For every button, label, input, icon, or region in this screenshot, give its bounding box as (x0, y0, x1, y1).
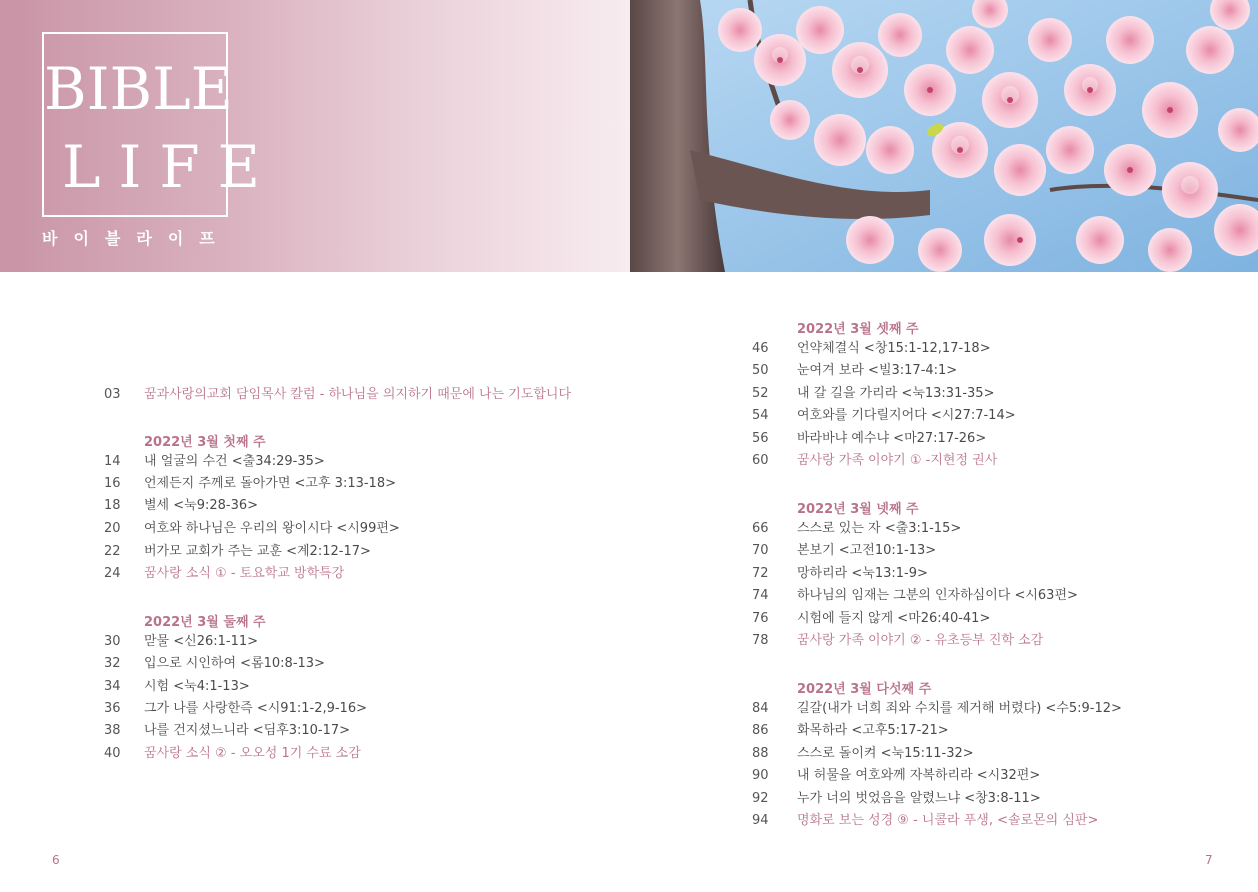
entry-title: 시험에 들지 않게 <마26:40-41> (797, 611, 991, 626)
entry-title: 화목하라 <고후5:17-21> (797, 723, 949, 738)
entry-title: 꿈사랑 가족 이야기 ① -지현정 권사 (797, 453, 998, 468)
entry-title: 맏물 <신26:1-11> (144, 634, 259, 649)
page-number: 24 (104, 566, 121, 581)
page-number: 32 (104, 656, 121, 671)
entry-title: 길갈(내가 너희 죄와 수치를 제거해 버렸다) <수5:9-12> (797, 701, 1122, 716)
page-number: 90 (752, 768, 769, 783)
page-number: 76 (752, 611, 769, 626)
page-number: 30 (104, 634, 121, 649)
entry-title: 여호와를 기다릴지어다 <시27:7-14> (797, 408, 1016, 423)
entry-title: 여호와 하나님은 우리의 왕이시다 <시99편> (144, 521, 400, 536)
entry-title: 꿈사랑 소식 ① - 토요학교 방학특강 (144, 566, 345, 581)
entry-title: 바라바냐 예수냐 <마27:17-26> (797, 431, 987, 446)
entry-title: 내 얼굴의 수건 <출34:29-35> (144, 454, 325, 469)
page-number: 36 (104, 701, 121, 716)
page-number: 40 (104, 746, 121, 761)
entry-title: 눈여겨 보라 <빌3:17-4:1> (797, 363, 958, 378)
page-number: 18 (104, 498, 121, 513)
page-number: 60 (752, 453, 769, 468)
page-number: 66 (752, 521, 769, 536)
page-number: 38 (104, 723, 121, 738)
page-number: 20 (104, 521, 121, 536)
section-heading-week3: 2022년 3월 셋째 주 (797, 322, 919, 337)
entry-title: 명화로 보는 성경 ⑨ - 니콜라 푸생, <솔로몬의 심판> (797, 813, 1099, 828)
entry-title: 내 갈 길을 가리라 <눅13:31-35> (797, 386, 995, 401)
entry-title: 내 허물을 여호와께 자복하리라 <시32편> (797, 768, 1041, 783)
page-number: 46 (752, 341, 769, 356)
page-number: 56 (752, 431, 769, 446)
section-heading-week4: 2022년 3월 넷째 주 (797, 502, 919, 517)
toc-left-column (104, 0, 624, 892)
section-heading-week5: 2022년 3월 다섯째 주 (797, 682, 932, 697)
logo-line-bible: BIBLE (44, 55, 234, 123)
entry-title: 하나님의 임재는 그분의 인자하심이다 <시63편> (797, 588, 1078, 603)
logo-line-life: LIFE (62, 133, 279, 201)
entry-title: 스스로 있는 자 <출3:1-15> (797, 521, 962, 536)
logo-subtitle: 바이블라이프 (42, 229, 231, 248)
entry-title: 누가 너의 벗었음을 알렸느냐 <창3:8-11> (797, 791, 1041, 806)
page-number: 88 (752, 746, 769, 761)
page-number: 14 (104, 454, 121, 469)
entry-title: 꿈과사랑의교회 담임목사 칼럼 - 하나님을 의지하기 때문에 나는 기도합니다 (144, 387, 572, 402)
entry-title: 나를 건지셨느니라 <딤후3:10-17> (144, 723, 351, 738)
entry-title: 꿈사랑 소식 ② - 오오성 1기 수료 소감 (144, 746, 361, 761)
entry-title: 언약체결식 <창15:1-12,17-18> (797, 341, 991, 356)
page-number: 03 (104, 387, 121, 402)
page-number: 22 (104, 544, 121, 559)
section-heading-week1: 2022년 3월 첫째 주 (144, 435, 266, 450)
page-number: 72 (752, 566, 769, 581)
page-number: 94 (752, 813, 769, 828)
page-number: 92 (752, 791, 769, 806)
page-number: 54 (752, 408, 769, 423)
page-number: 74 (752, 588, 769, 603)
page-number-left: 6 (52, 853, 60, 867)
entry-title: 그가 나를 사랑한즉 <시91:1-2,9-16> (144, 701, 367, 716)
page-number: 16 (104, 476, 121, 491)
page-number: 78 (752, 633, 769, 648)
page-number: 50 (752, 363, 769, 378)
page-number: 86 (752, 723, 769, 738)
entry-title: 본보기 <고전10:1-13> (797, 543, 937, 558)
entry-title: 꿈사랑 가족 이야기 ② - 유초등부 진학 소감 (797, 633, 1044, 648)
entry-title: 별세 <눅9:28-36> (144, 498, 259, 513)
entry-title: 망하리라 <눅13:1-9> (797, 566, 928, 581)
toc-right-column (752, 0, 1232, 892)
page-number-right: 7 (1205, 853, 1213, 867)
page-number: 34 (104, 679, 121, 694)
page-number: 84 (752, 701, 769, 716)
entry-title: 입으로 시인하여 <롬10:8-13> (144, 656, 325, 671)
page-number: 70 (752, 543, 769, 558)
entry-title: 스스로 돌이켜 <눅15:11-32> (797, 746, 974, 761)
page-number: 52 (752, 386, 769, 401)
entry-title: 언제든지 주께로 돌아가면 <고후 3:13-18> (144, 476, 396, 491)
entry-title: 버가모 교회가 주는 교훈 <계2:12-17> (144, 544, 371, 559)
section-heading-week2: 2022년 3월 둘째 주 (144, 615, 266, 630)
entry-title: 시험 <눅4:1-13> (144, 679, 250, 694)
